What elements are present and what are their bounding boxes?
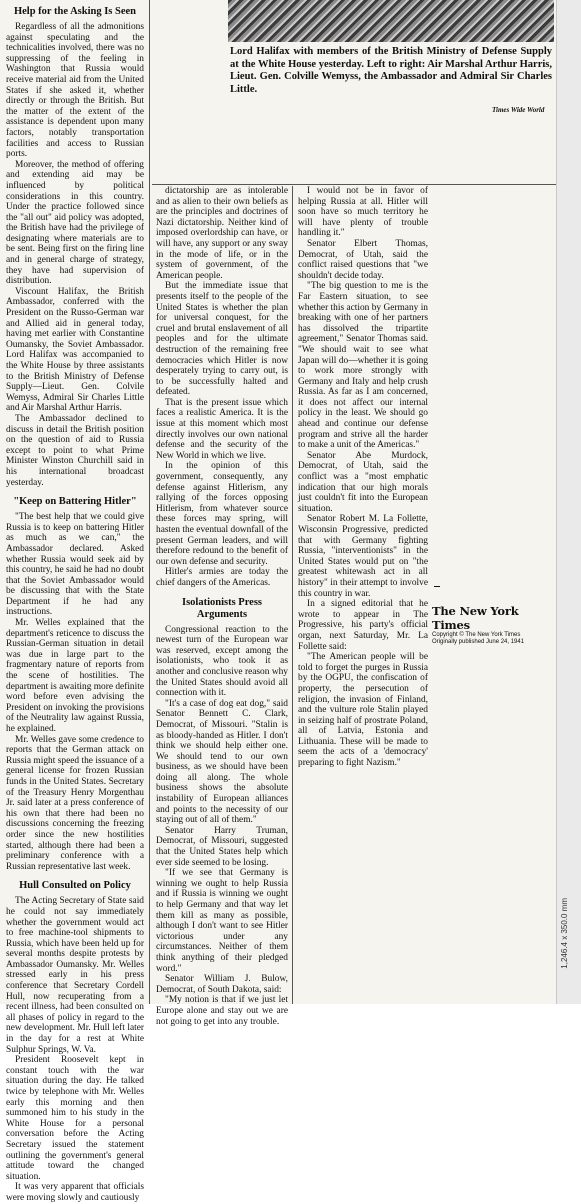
article-paragraph: Viscount Halifax, the British Ambassador, conferred with the President on the Russo-German war and Allied aid in general today, having met earlier with Constantine Oumansky, the Soviet Ambassador. Lord Halifax was accompanied to the White House by three assistants to the British Ministry of Defense Supply—Lieut. Gen. Colvile Wemyss, Admiral Sir Charles Little and Air Marshal Arthur Harris. [6, 286, 144, 414]
article-paragraph: It was very apparent that officials were moving slowly and cautiously [6, 1182, 144, 1203]
end-dash [434, 586, 440, 587]
article-paragraph: In a signed editorial that he wrote to appear in The Progressive, his party's official organ, next Saturday, Mr. La Follette said: [298, 599, 428, 652]
copyright-line: Copyright © The New York Times [432, 632, 521, 638]
article-paragraph: Senator Elbert Thomas, Democrat, of Utah, said the conflict raised questions that "we shouldn't decide today. [298, 238, 428, 281]
section-heading: Hull Consulted on Policy [19, 880, 131, 892]
article-paragraph: "The best help that we could give Russia is to keep on battering Hitler as much as we can," the Ambassador declared. Asked whether Russia would seek aid by this country, he said he had no doubt that the Soviet Ambassador would be discussing that with the State Department if he had any instructions. [6, 512, 144, 618]
published-date: Originally published June 24, 1941 [432, 639, 525, 645]
section-heading: Help for the Asking Is Seen [13, 6, 137, 17]
article-paragraph: Regardless of all the admonitions against speculating and the technicalities involved, there was no suppressing of the feeling in Washington that Russia would receive material aid from the United States if she asked it, whether directly or through the British. But the matter of the extent of the assistance is dependent upon many factors, notably transportation facilities and access to Russian ports. [6, 22, 144, 160]
article-paragraph: Moreover, the method of offering and extending aid may be influenced by political considerations in this country. Under the practice followed since the "all out" aid policy was adopted, the British have had the privilege of designating where materials are to be sent. Being first on the firing line and in general charge of strategy, they have had supervision of distribution. [6, 159, 144, 287]
viewer-scrollbar[interactable] [556, 0, 581, 1004]
article-paragraph: The Ambassador declined to discuss in detail the British position on the question of aid to Russia except to point to what Prime Minister Winston Churchill said in his international broadcast yesterday. [6, 413, 144, 488]
article-column-3 [298, 186, 428, 1004]
article-paragraph: Hitler's armies are today the chief dangers of the Americas. [156, 567, 288, 588]
masthead-block [432, 604, 544, 646]
article-paragraph: In the opinion of this government, consequently, any defense against Hitlerism, any rallying of the forces opposing Hitlerism, from whatever source these forces may spring, will hasten the eventual downfall of the present German leaders, and will therefore redound to the benefit of our own defense and security. [156, 461, 288, 567]
article-paragraph: I would not be in favor of helping Russia at all. Hitler will soon have so much territory he will have plenty of trouble handling it." [298, 186, 428, 239]
column-divider [292, 186, 293, 1004]
article-paragraph: Senator Abe Murdock, Democrat, of Utah, said the conflict was a "most emphatic indication that our high morals just couldn't fit into the European situation. [298, 450, 428, 514]
article-paragraph: Congressional reaction to the newest turn of the European war was reserved, except among the isolationists, who took it as another and conclusive reason why the United States should avoid all connection with it. [156, 624, 288, 699]
article-paragraph: dictatorship are as intolerable and as alien to their own beliefs as are the principles and doctrines of Nazi dictatorship. Neither kind of imposed overlordship can have, or will have, any support or any sway in the mode of life, or in the system of government, of the American people. [156, 186, 288, 281]
article-paragraph: "My notion is that if we just let Europe alone and stay out we are not going to get into any trouble. [156, 995, 288, 1027]
nyt-logo: The New York Times [432, 604, 519, 632]
article-paragraph: That is the present issue which faces a realistic America. It is the issue at this moment which most directly involves our own national defense and the security of the New World in which we live. [156, 397, 288, 461]
column-divider [149, 0, 150, 1004]
article-paragraph: Mr. Welles explained that the department's reticence to discuss the Russian-German situation in detail was due in large part to the fragmentary nature of reports from the scene of hostilities. The department is awaiting more definite word before even advising the President on invoking the provisions of the Neutrality law against Russia, he explained. [6, 618, 144, 734]
section-heading: "Keep on Battering Hitler" [13, 496, 137, 508]
article-paragraph: "It's a case of dog eat dog," said Senator Bennett C. Clark, Democrat, of Missouri. "Stalin is as bloody-handed as Hitler. I don't think we should help either one. We should tend to our own business, as we should have been doing all along. The whole business shows the absolute instability of European alliances and points to the necessity of our staying out of all of them." [156, 698, 288, 826]
article-column-1 [6, 0, 144, 1203]
article-paragraph: "If we see that Germany is winning we ought to help Russia and if Russia is winning we ought to help Germany and that way let them kill as many as possible, although I don't want to see Hitler victorious under any circumstances. Neither of them think anything of their pledged word." [156, 868, 288, 974]
photo-credit: Times Wide World [492, 106, 545, 114]
photo-caption: Lord Halifax with members of the British Ministry of Defense Supply at the White House yesterday. Left to right: Air Marshal Arthur Harris, Lieut. Gen. Colville Wemyss, the Ambassador and Admiral Sir Charles Little. [230, 46, 552, 95]
article-paragraph: President Roosevelt kept in constant touch with the war situation during the day. He talked twice by telephone with Mr. Welles early this morning and then summoned him to his study in the White House for a personal conversation before the Acting Secretary issued the statement outlining the government's general attitude toward the changed situation. [6, 1055, 144, 1182]
news-photo [228, 0, 554, 42]
caption-divider [152, 184, 556, 185]
article-paragraph: But the immediate issue that presents itself to the people of the United States is whether the plan for universal conquest, for the cruel and brutal enslavement of all peoples and for the ultimate destruction of the remaining free democracies which Hitler is now desperately trying to carry out, is to be successfully halted and defeated. [156, 281, 288, 398]
article-paragraph: Senator Robert M. La Follette, Wisconsin Progressive, predicted that with Germany fighting Russia, "interventionists" in the United States would put on "the greatest whitewash act in all history" in their attempt to involve this country in war. [298, 514, 428, 599]
article-paragraph: Mr. Welles gave some credence to reports that the German attack on Russia might speed the issuance of a general license for frozen Russian funds in the United States. Secretary of the Treasury Henry Morgenthau Jr. said later at a press conference of his own that there had been no discussions concerning the freezing order since the new hostilities started, although there had been a preliminary conference with a Russian representative last week. [6, 734, 144, 872]
article-paragraph: The Acting Secretary of State said he could not say immediately whether the government would act to free machine-tool shipments to Russia, which have been held up for several months despite protests by Ambassador Oumansky. Mr. Welles stressed early in his press conference that Secretary Cordell Hull, now recuperating from a recent illness, had been consulted on all phases of policy in regard to the new development. Mr. Hull left later in the day for a rest at White Sulphur Springs, W. Va. [6, 896, 144, 1055]
article-paragraph: "The American people will be told to forget the purges in Russia by the OGPU, the confiscation of property, the persecution of religion, the invasion of Finland, and the vulture role Stalin played in seizing half of prostrate Poland, all of Latvia, Estonia and Lithuania. These will be made to seem the acts of a 'democracy' preparing to fight Nazism." [298, 652, 428, 769]
article-paragraph: Senator Harry Truman, Democrat, of Missouri, suggested that the United States help which ever side seemed to be losing. [156, 825, 288, 868]
article-paragraph: "The big question to me is the Far Eastern situation, to see whether this action by Germany in breaking with one of her partners has dissolved the tripartite agreement," Senator Thomas said. "We should wait to see what Japan will do—whether it is going to work more strongly with Germany and Italy and help crush Russia. As far as I am concerned, it does not affect our internal policy in the least. We should go ahead and continue our defense program and strive all the harder to make a unit of the Americas." [298, 281, 428, 451]
article-paragraph: Senator William J. Bulow, Democrat, of South Dakota, said: [156, 974, 288, 995]
section-heading: Isolationists Press Arguments [181, 596, 263, 620]
dimension-readout: 1,246.4 x 350.0 mm [560, 898, 569, 969]
article-column-2 [156, 186, 288, 1027]
